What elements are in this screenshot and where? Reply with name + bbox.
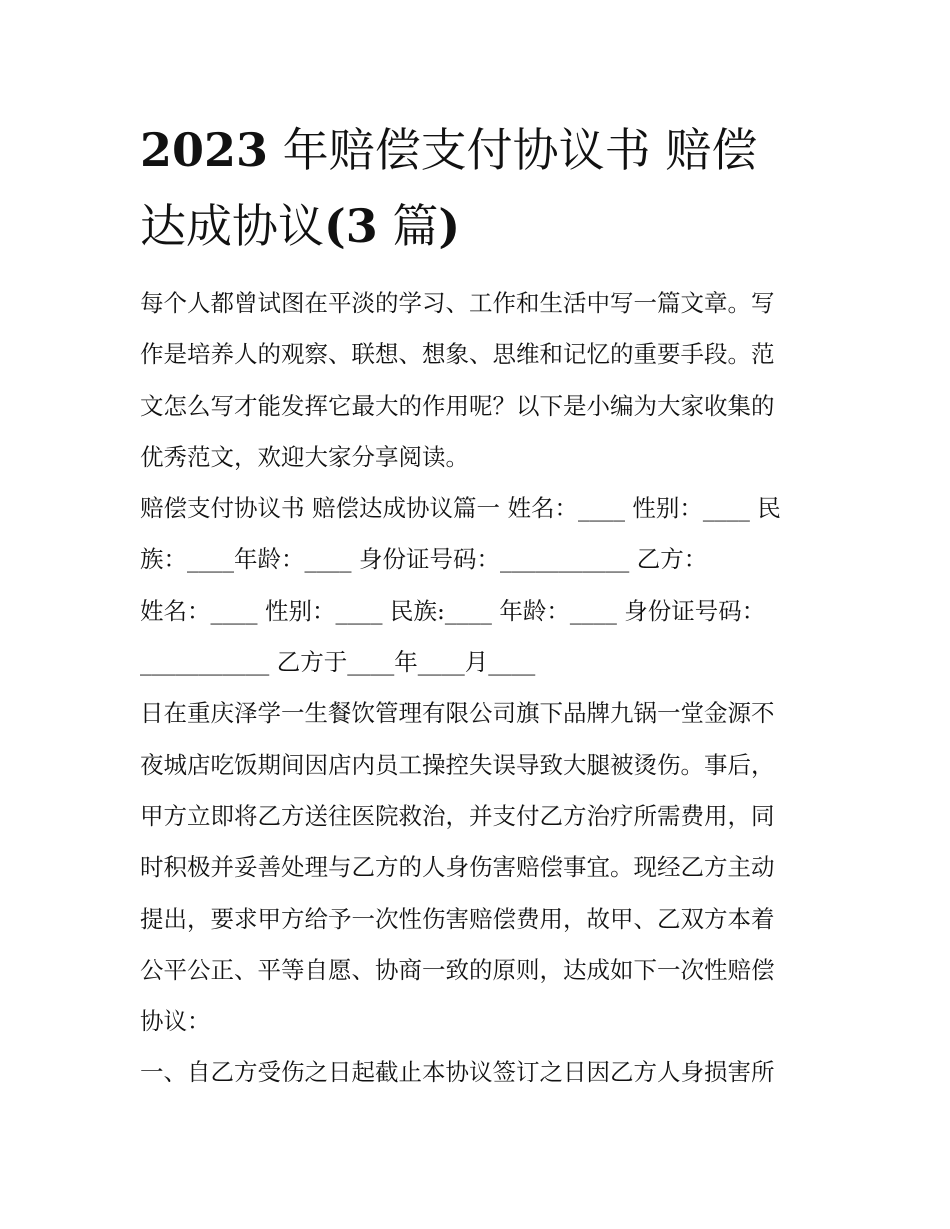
title-line-1-text: 年赔偿支付协议书 赔偿 <box>268 123 758 177</box>
body-line: 日在重庆泽学一生餐饮管理有限公司旗下品牌九锅一堂金源不 <box>140 699 775 728</box>
body-line: 文怎么写才能发挥它最大的作用呢？以下是小编为大家收集的 <box>140 391 775 420</box>
title-line-2-suffix: 篇 <box>377 199 439 253</box>
body-line: 姓名：____ 性别：____ 民族:____ 年龄：____ 身份证号码： <box>140 596 766 625</box>
body-line: ___________ 乙方于____年____月____ <box>140 648 536 677</box>
body-line: 甲方立即将乙方送往医院救治，并支付乙方治疗所需费用，同 <box>140 801 775 830</box>
title-line-2-text: 达成协议 <box>140 199 324 253</box>
document-body <box>140 278 820 1099</box>
body-line: 一、自乙方受伤之日起截止本协议签订之日因乙方人身损害所 <box>140 1058 775 1087</box>
title-line-2 <box>140 188 820 264</box>
body-line: 时积极并妥善处理与乙方的人身伤害赔偿事宜。现经乙方主动 <box>140 853 775 882</box>
title-count-open: (3 <box>324 199 378 253</box>
document-title <box>140 112 820 264</box>
body-line: 每个人都曾试图在平淡的学习、工作和生活中写一篇文章。写 <box>140 289 775 317</box>
body-line: 优秀范文，欢迎大家分享阅读。 <box>140 442 469 471</box>
title-year: 2023 <box>140 123 269 177</box>
body-line: 公平公正、平等自愿、协商一致的原则，达成如下一次性赔偿 <box>140 955 775 984</box>
body-line: 协议： <box>140 1007 211 1036</box>
title-count-close: ) <box>438 199 461 253</box>
body-line: 提出，要求甲方给予一次性伤害赔偿费用，故甲、乙双方本着 <box>140 904 775 933</box>
title-line-1 <box>140 112 820 188</box>
body-line: 作是培养人的观察、联想、想象、思维和记忆的重要手段。范 <box>140 340 775 369</box>
body-line: 夜城店吃饭期间因店内员工操控失误导致大腿被烫伤。事后， <box>140 750 775 779</box>
body-line: 赔偿支付协议书 赔偿达成协议篇一 姓名：____ 性别：____ 民 <box>140 494 781 523</box>
body-line: 族：____年龄：____ 身份证号码：___________ 乙方： <box>140 545 708 574</box>
